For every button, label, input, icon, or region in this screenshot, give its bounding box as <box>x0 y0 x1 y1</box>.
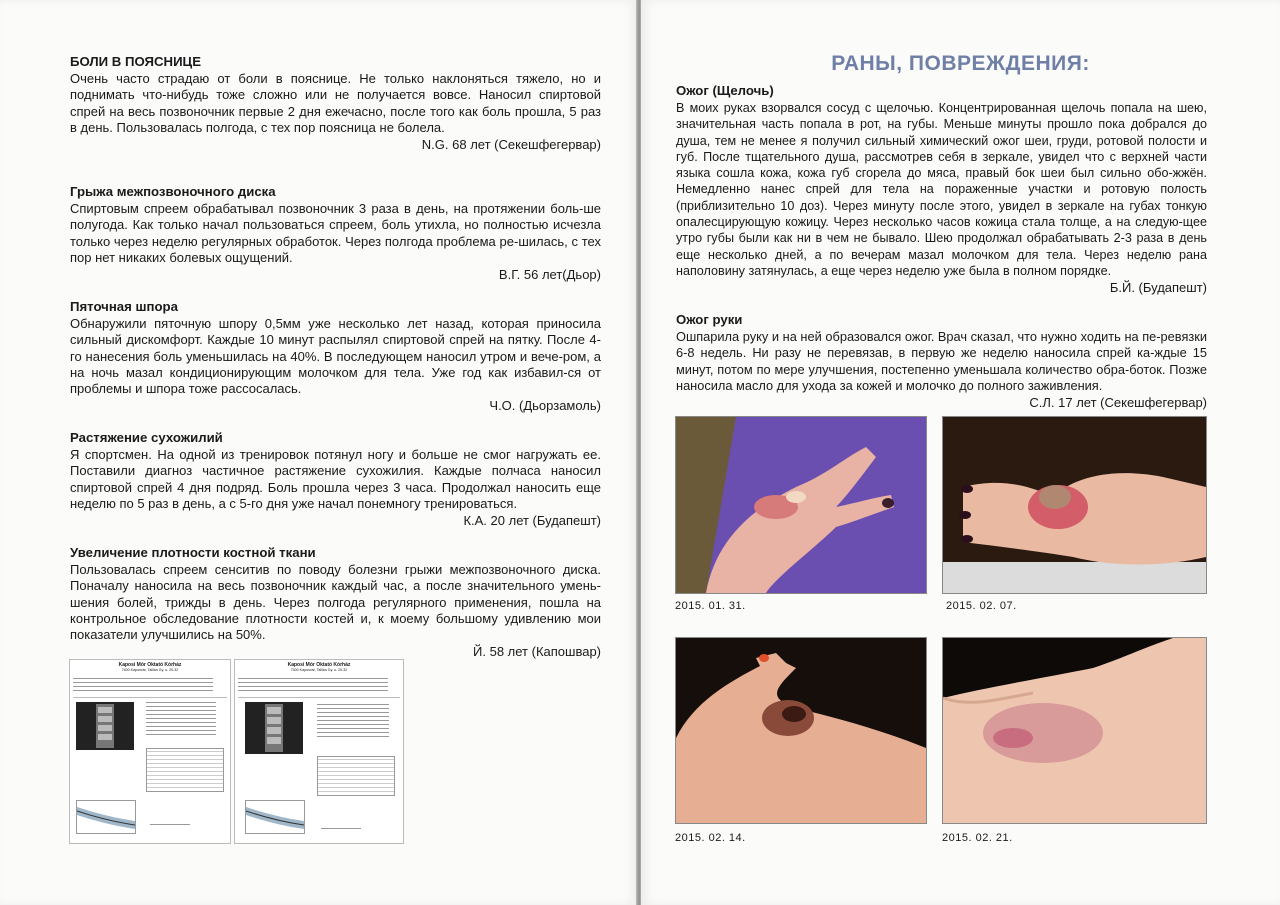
report-density-table <box>317 756 395 796</box>
article-author: К.А. 20 лет (Будапешт) <box>463 513 601 529</box>
report-density-table <box>146 748 224 792</box>
article-body: Обнаружили пяточную шпору 0,5мм уже несколько лет назад, которая приносила сильный дискомфорт. Каждые 10 минут распылял спиртовой спрей на пятку. После 4-го нанесения боль уменьшилась на 40%. В последующем наносил утром и вече-ром, а на ночь мазал кондиционирующим молочком для тела. Уже год как избавил-ся от проблемы и шпора тоже рассосалась. <box>70 316 601 397</box>
burned-hand-photo-1 <box>675 416 927 594</box>
article-heading: Грыжа межпозвоночного диска <box>70 184 276 199</box>
spine-xray-image <box>245 702 303 754</box>
article-disc-hernia <box>70 184 601 283</box>
report-density-graph <box>245 800 305 834</box>
burned-hand-photo-2 <box>942 416 1207 594</box>
article-heading: Увеличение плотности костной ткани <box>70 545 316 560</box>
article-bone-density <box>70 545 601 661</box>
burned-hand-photo-4 <box>942 637 1207 824</box>
article-heading: Растяжение сухожилий <box>70 430 223 445</box>
bone-density-report-1 <box>69 659 231 844</box>
article-author: N.G. 68 лет (Секешфегервар) <box>421 137 601 153</box>
report-scan-info <box>146 702 216 738</box>
report-subtitle: 7400 Kaposvár, Tallián Gy. u. 20-32 <box>121 668 179 672</box>
article-author: Й. 58 лет (Капошвар) <box>473 644 601 660</box>
report-divider <box>73 697 227 698</box>
photo-caption: 2015. 02. 14. <box>675 832 746 844</box>
article-author: Б.Й. (Будапешт) <box>1109 280 1207 296</box>
article-body: Очень часто страдаю от боли в пояснице. Не только наклоняться тяжело, но и поднимать что-нибудь тоже сложно или не получается вовсе. Наносил спиртовой спрей на весь позвоночник первые 2 дня ежечасно, после того как боль прошла, 5 раз в день. Пользовалась полгода, с тех пор поясница не болела. <box>70 71 601 135</box>
report-density-graph <box>76 800 136 834</box>
article-body: Спиртовым спреем обрабатывал позвоночник 3 раза в день, на протяжении боль-ше полугода. Как только начал пользоваться спреем, боль утихла, но полностью исчезла только через неделю регулярных обработок. Через полгода проблема ре-шилась, с тех пор нет никаких болевых ощущений. <box>70 201 601 265</box>
article-body: Ошпарила руку и на ней образовался ожог. Врач сказал, что нужно ходить на пе-ревязки 6-8 недель. Ни разу не перевязав, в первую же неделю наносила спрей ка-ждые 15 минут, потом по мере улучшения, постепенно уменьшала количество обра-боток. Позже наносила масло для ухода за кожей и молочко до полного заживления. <box>676 329 1207 393</box>
article-lower-back-pain <box>70 54 601 153</box>
report-divider <box>238 697 400 698</box>
article-author: В.Г. 56 лет(Дьор) <box>498 267 601 283</box>
section-title: РАНЫ, ПОВРЕЖДЕНИЯ: <box>831 52 1090 75</box>
report-header-fields <box>238 678 388 694</box>
spine-xray-image <box>76 702 134 750</box>
article-body: Пользовалась спреем сенситив по поводу болезни грыжи межпозвоночного диска. Поначалу наносила на весь позвоночник каждый час, а после значительного умень-шения болей, трижды в день. Через полгода регулярного применения, пошла на контрольное обследование плотности костей и, к моему большому удивлению мои показатели улучшились на 50%. <box>70 562 601 643</box>
photo-caption: 2015. 02. 07. <box>946 600 1017 612</box>
photo-caption: 2015. 01. 31. <box>675 600 746 612</box>
article-heading: Ожог руки <box>676 312 743 327</box>
report-subtitle: 7400 Kaposvár, Tallián Gy. u. 20-32 <box>290 668 348 672</box>
article-body: В моих руках взорвался сосуд с щелочью. Концентрированная щелочь попала на шею, значительная часть попала в рот, на губы. Меньше минуты прошло пока добрался до душа, тем не менее я получил сильный химический ожог шеи, груди, ротовой полости и губ. После тщательного душа, рассмотрев себя в зеркале, увидел что с верхней части языка сошла кожа, кожа губ сгорела до мяса, правый бок шеи был сильно обо-жжён. Немедленно нанес спрей для тела на пораженные участки и ротовую полость (приблизительно 10 доз). Через минуту после этого, увидел в зеркале на губах тонкую опалесцирующую кожицу. Через несколько часов кожица стала толще, а на следую-щее утро губы были как ни в чем не бывало. Шею продолжал обрабатывать 2-3 раза в день еще несколько дней, а по вечерам мазал молочком для тела. Через неделю рана наполовину затянулась, а еще через неделю уже была в полном порядке. <box>676 101 1207 278</box>
article-heading: БОЛИ В ПОЯСНИЦЕ <box>70 54 201 69</box>
left-page <box>0 0 638 905</box>
report-title: Kaposi Mór Oktató Kórház <box>287 662 351 668</box>
report-signature-line <box>321 826 361 832</box>
report-title: Kaposi Mór Oktató Kórház <box>118 662 182 668</box>
article-heading: Ожог (Щелочь) <box>676 83 774 98</box>
photo-caption: 2015. 02. 21. <box>942 832 1013 844</box>
article-heading: Пяточная шпора <box>70 299 178 314</box>
report-header-fields <box>73 678 213 694</box>
article-tendon-strain <box>70 430 601 529</box>
burned-hand-photo-3 <box>675 637 927 824</box>
article-alkali-burn <box>676 83 1207 297</box>
article-author: С.Л. 17 лет (Секешфегервар) <box>1029 395 1207 411</box>
report-signature-line <box>150 822 190 828</box>
bone-density-report-2 <box>234 659 404 844</box>
report-scan-info <box>317 702 389 740</box>
right-page <box>641 0 1280 905</box>
article-heel-spur <box>70 299 601 415</box>
article-author: Ч.О. (Дьорзамоль) <box>489 398 601 414</box>
article-body: Я спортсмен. На одной из тренировок потянул ногу и больше не смог нагружать ее. Поставили диагноз частичное растяжение сухожилия. Каждые полчаса наносил спиртовой спрей 4 дня подряд. Боль прошла через 3 часа. Продолжал наносить еще неделю по 5 раз в день, а с 5-го дня уже начал понемногу тренироваться. <box>70 447 601 511</box>
article-hand-burn <box>676 312 1207 411</box>
